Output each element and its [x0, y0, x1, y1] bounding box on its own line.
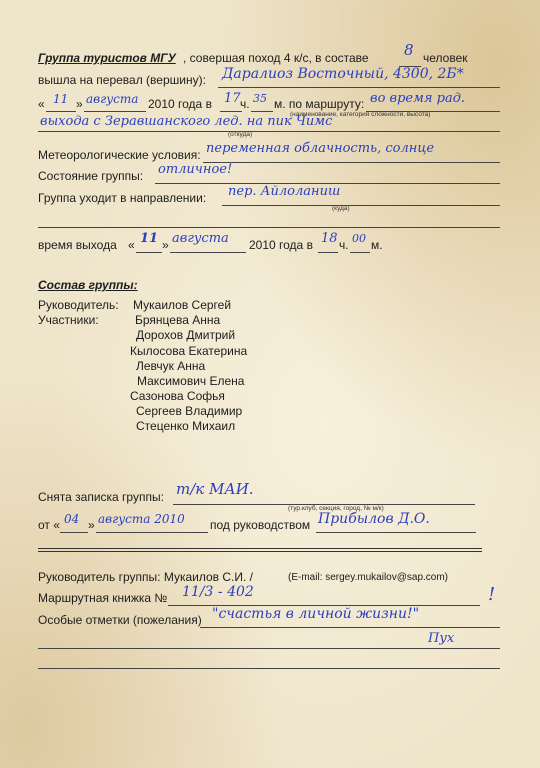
removal-under-label: под руководством: [210, 518, 311, 532]
removal-day-handwritten: 04: [64, 512, 80, 526]
participant-item: Брянцева Анна: [135, 313, 221, 327]
notes-line-2: [38, 648, 500, 649]
removal-leader-underline: [316, 532, 476, 533]
direction-handwritten: пер. Айлоланиш: [228, 184, 341, 199]
line1-end-text: человек: [423, 51, 468, 65]
leader-name: Мукаилов Сергей: [133, 298, 232, 312]
member-count-handwritten: 8: [404, 41, 414, 59]
participant-item: Дорохов Дмитрий: [136, 328, 236, 342]
removal-day-underline: [60, 532, 88, 533]
participant-item: Кылосова Екатерина: [130, 344, 248, 358]
departure-day-underline: [136, 252, 162, 253]
members-title: Состав группы:: [38, 278, 138, 292]
departure-year-text: 2010 года в: [249, 238, 313, 252]
footer-email: (E-mail: sergey.mukailov@sap.com): [288, 572, 449, 583]
departure-minute-underline: [350, 252, 370, 253]
minute-underline: [251, 111, 273, 112]
departure-month-underline: [170, 252, 246, 253]
departure-minute-handwritten: 00: [352, 232, 366, 245]
line1-middle-text: , совершая поход 4 к/с, в составе: [183, 51, 369, 65]
signature-handwritten: Пух: [428, 631, 455, 646]
year-text: 2010 года в: [148, 97, 212, 111]
route-label: м. по маршруту:: [274, 97, 365, 111]
direction-underline: [222, 205, 500, 206]
removal-leader-handwritten: Прибылов Д.О.: [318, 511, 430, 527]
direction-label: Группа уходит в направлении:: [38, 191, 207, 205]
pass-name-handwritten: Даралиоз Восточный, 4300, 2Б*: [222, 66, 464, 82]
footer-leader-label: Руководитель группы: Мукаилов С.И. /: [38, 570, 254, 584]
removal-hint: (тур.клуб, секция, город, № м/к): [288, 505, 384, 512]
pass-label: вышла на перевал (вершину):: [38, 73, 206, 87]
hour-handwritten: 17: [224, 91, 241, 106]
section-divider: [38, 548, 482, 552]
month-underline: [84, 111, 146, 112]
removal-label: Снята записка группы:: [38, 490, 164, 504]
group-label: Группа туристов МГУ: [38, 51, 176, 65]
participant-item: Максимович Елена: [137, 374, 245, 388]
departure-month-handwritten: августа: [172, 231, 229, 246]
participants-label: Участники:: [38, 313, 99, 327]
removal-by-handwritten: т/к МАИ.: [176, 480, 254, 498]
route-handwritten-1: во время рад.: [370, 91, 466, 106]
meteo-label: Метеорологические условия:: [38, 148, 201, 162]
departure-day-handwritten: 11: [140, 231, 159, 246]
removal-from-label: от «: [38, 518, 60, 532]
pass-underline: [218, 87, 500, 88]
departure-hour-underline: [318, 252, 338, 253]
state-label: Состояние группы:: [38, 169, 144, 183]
notes-underline: [200, 627, 500, 628]
hour-label: ч.: [240, 97, 250, 111]
pass-hint: (наименование, категория сложности, высота): [290, 111, 431, 118]
removal-month-handwritten: августа 2010: [98, 512, 185, 526]
exclaim-handwritten: !: [488, 584, 496, 605]
leader-label: Руководитель:: [38, 298, 119, 312]
direction-hint: (куда): [332, 205, 350, 212]
from-hint: (откуда): [228, 131, 253, 138]
route-handwritten-2: выхода с Зеравшанского лед. на пик Чимс: [40, 114, 333, 129]
direction-underline-2: [38, 227, 500, 228]
month-handwritten: августа: [86, 92, 139, 106]
minute-handwritten: 35: [253, 92, 267, 105]
date-quote-open: «: [38, 97, 45, 111]
departure-hour-label: ч.: [339, 238, 349, 252]
departure-hour-handwritten: 18: [321, 231, 338, 246]
notes-handwritten: "счастья в личной жизни!": [212, 606, 420, 622]
removal-quote-close: »: [88, 518, 95, 532]
day-handwritten: 11: [53, 92, 69, 106]
hour-underline: [220, 111, 242, 112]
day-underline: [46, 111, 76, 112]
meteo-handwritten: переменная облачность, солнце: [206, 141, 435, 156]
participant-item: Сергеев Владимир: [136, 404, 243, 418]
removal-month-underline: [96, 532, 208, 533]
book-number-handwritten: 11/3 - 402: [182, 584, 254, 600]
date-quote-close: »: [76, 97, 83, 111]
departure-minute-label: м.: [371, 238, 383, 252]
book-label: Маршрутная книжка №: [38, 591, 168, 605]
departure-quote-close: »: [162, 238, 169, 252]
meteo-underline: [203, 162, 500, 163]
notes-label: Особые отметки (пожелания): [38, 613, 202, 627]
participant-item: Левчук Анна: [136, 359, 206, 373]
route-underline-2: [38, 131, 500, 132]
departure-label: время выхода: [38, 238, 117, 252]
notes-line-3: [38, 668, 500, 669]
participant-item: Сазонова Софья: [130, 389, 225, 403]
state-handwritten: отличное!: [158, 162, 233, 177]
participant-item: Стеценко Михаил: [136, 419, 236, 433]
departure-quote-open: «: [128, 238, 135, 252]
